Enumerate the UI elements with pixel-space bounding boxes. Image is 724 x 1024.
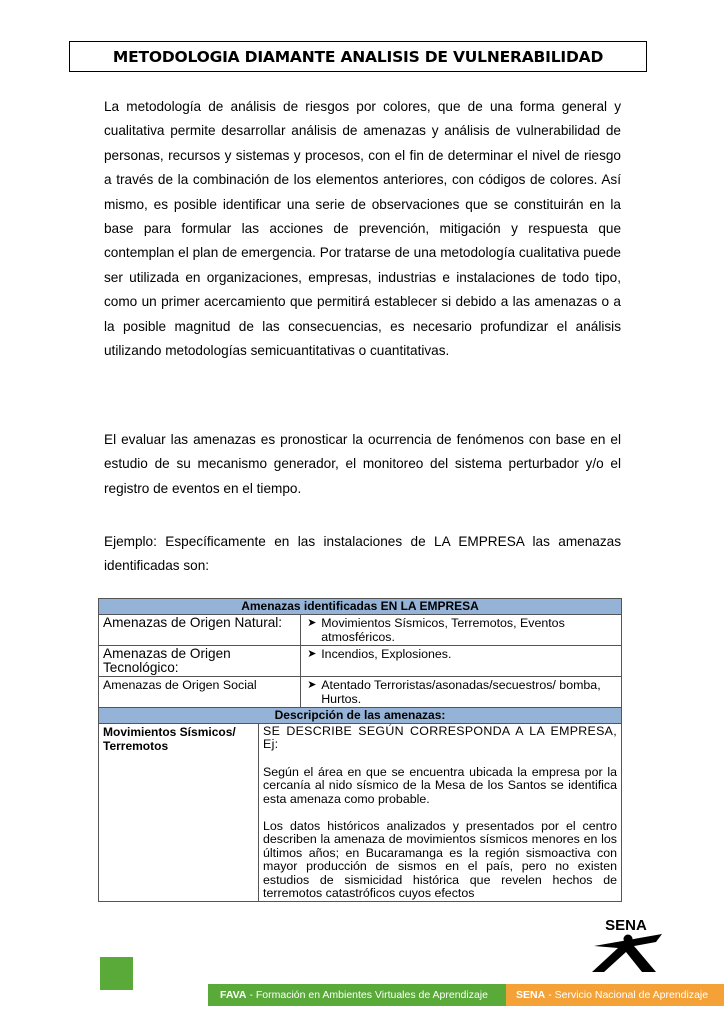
footer-fava-text: - Formación en Ambientes Virtuales de Aprendizaje [249, 989, 488, 1001]
threat-type-value [301, 677, 622, 708]
footer-fava-bar [208, 984, 506, 1006]
threat-type-label: Amenazas de Origen Social [99, 677, 301, 708]
threat-type-value [301, 646, 622, 677]
footer-fava-bold: FAVA [220, 989, 247, 1001]
threat-value-text: Incendios, Explosiones. [321, 647, 452, 661]
description-paragraph: Según el área en que se encuentra ubicada la empresa por la cercanía al nido sísmico de la Mesa de los Santos se identifica esta amenaza como probable. [263, 764, 617, 806]
description-intro: SE DESCRIBE SEGÚN CORRESPONDA A LA EMPRESA, Ej: [263, 724, 617, 752]
description-threat-name: Movimientos Sísmicos/ Terremotos [99, 724, 259, 902]
threat-value-text: Movimientos Sísmicos, Terremotos, Eventos atmosféricos. [321, 616, 565, 644]
footer-sena-bar [506, 984, 724, 1006]
threat-type-label: Amenazas de Origen Tecnológico: [99, 646, 301, 677]
table-row [99, 615, 622, 646]
threat-evaluation-paragraph: El evaluar las amenazas es pronosticar la ocurrencia de fenómenos con base en el estudio de su mecanismo generador, el monitoreo del sistema perturbador y/o el registro de eventos en el tiempo. [104, 432, 621, 496]
threat-type-value [301, 615, 622, 646]
arrow-bullet-icon: ➤ [307, 679, 317, 691]
arrow-bullet-icon: ➤ [307, 617, 317, 629]
footer-green-square [100, 957, 133, 990]
intro-paragraph: La metodología de análisis de riesgos por colores, que de una forma general y cualitativa permite desarrollar análisis de amenazas y análisis de vulnerabilidad de personas, recursos y sistemas y procesos, con el fin de determinar el nivel de riesgo a través de la combinación de los elementos anteriores, con códigos de colores. Así mismo, es posible identificar una serie de observaciones que se constituirán en la base para formular las acciones de prevención, mitigación y respuesta que contemplan el plan de emergencia. Por tratarse de una metodología cualitativa puede ser utilizada en organizaciones, empresas, industrias e instalaciones de todo tipo, como un primer acercamiento que permitirá establecer si debido a las amenazas o a la posible magnitud de las consecuencias, es necesario profundizar el análisis utilizando metodologías semicuantitativas o cuantitativas. [104, 99, 621, 359]
arrow-bullet-icon: ➤ [307, 648, 317, 660]
example-paragraph: Ejemplo: Específicamente en las instalaciones de LA EMPRESA las amenazas identificadas son: [104, 534, 621, 574]
threats-table [98, 598, 622, 902]
footer-sena-bold: SENA [516, 989, 546, 1001]
page-title: METODOLOGIA DIAMANTE ANALISIS DE VULNERABILIDAD [112, 47, 604, 66]
description-text-cell [259, 724, 622, 902]
threat-type-label: Amenazas de Origen Natural: [99, 615, 301, 646]
sena-logo [584, 916, 674, 978]
description-paragraph: Los datos históricos analizados y presentados por el centro describen la amenaza de movimientos sísmicos menores en los últimos años; en Bucaramanga es la región sismoactiva con mayor producción de sismos en el país, pero no existen estudios de sismicidad histórica que revelen hechos de terremotos catastróficos cuyos efectos [263, 819, 617, 901]
table-row [99, 677, 622, 708]
title-box [69, 41, 647, 72]
threat-value-text: Atentado Terroristas/asonadas/secuestros/ bomba, Hurtos. [321, 678, 601, 706]
description-header-row [99, 708, 622, 724]
threats-table-header: Amenazas identificadas EN LA EMPRESA [99, 599, 622, 615]
description-header: Descripción de las amenazas: [99, 708, 622, 724]
table-row [99, 646, 622, 677]
threats-table-header-row [99, 599, 622, 615]
sena-logo-text: SENA [605, 917, 647, 934]
table-row [99, 724, 622, 902]
footer-sena-text: - Servicio Nacional de Aprendizaje [548, 989, 709, 1001]
